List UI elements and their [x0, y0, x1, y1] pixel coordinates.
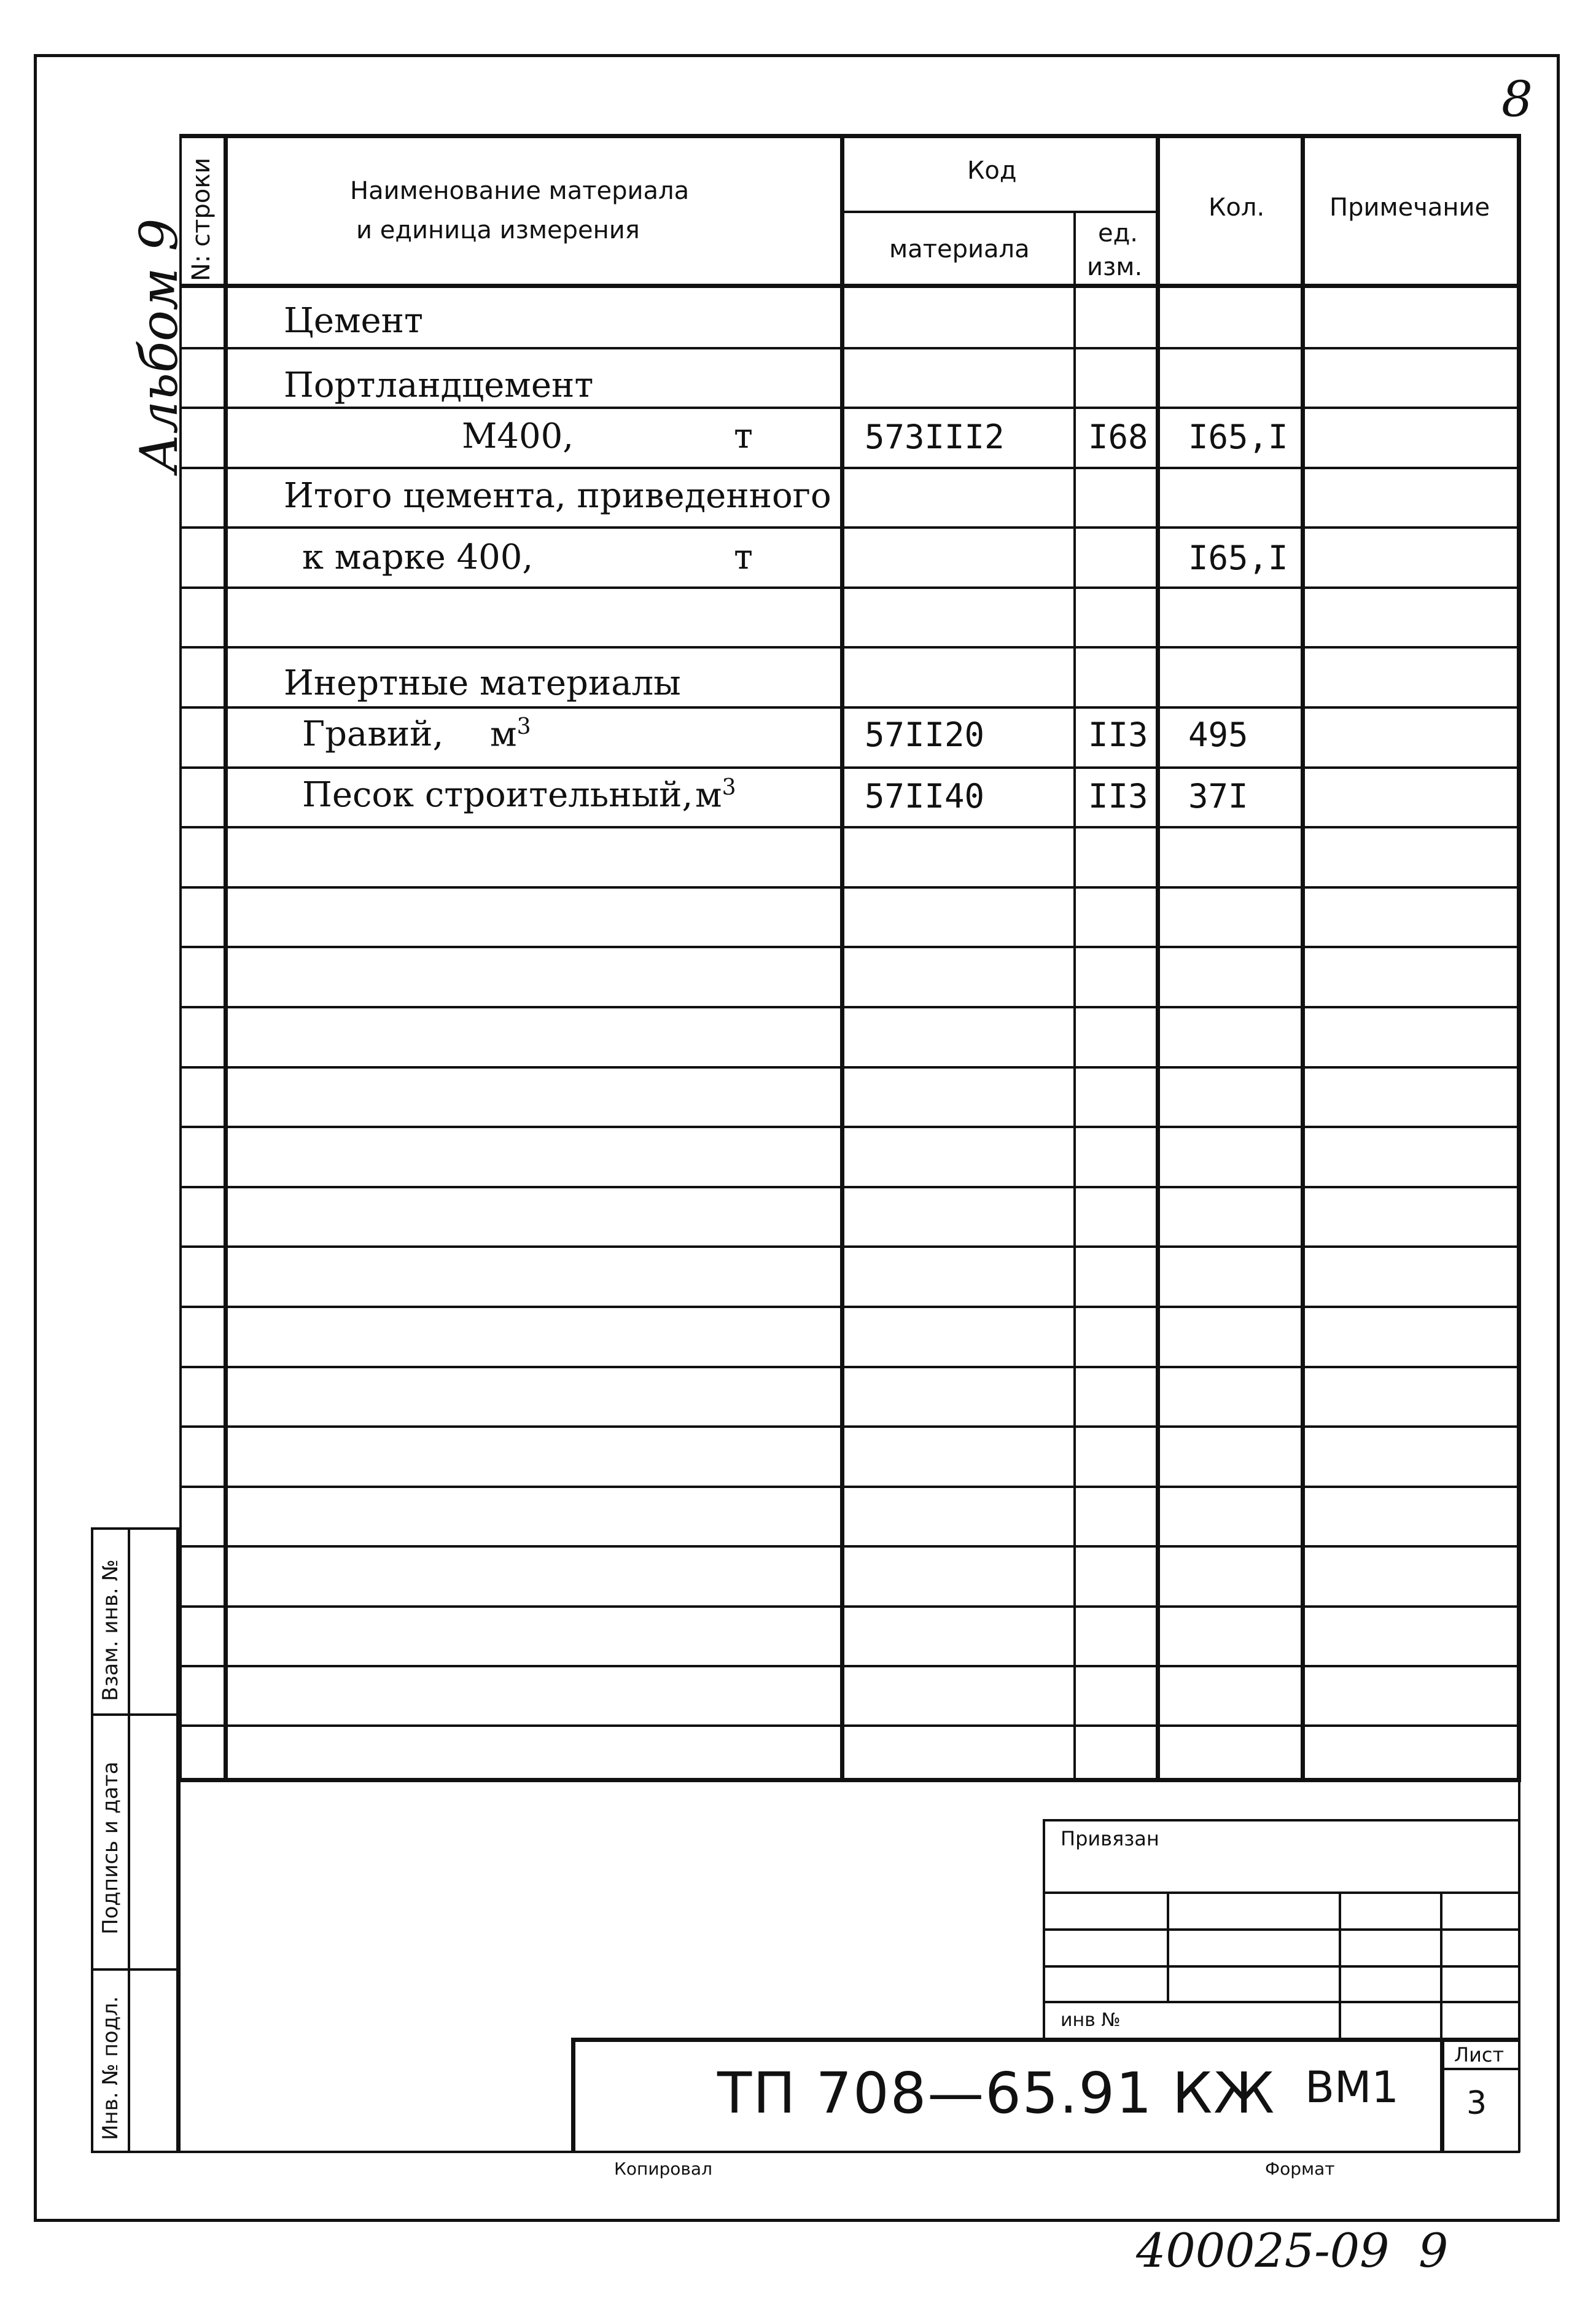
row-9-qty: 37I	[1188, 777, 1248, 816]
table-bottom-edge	[179, 1778, 1521, 1782]
row-4-name: Итого цемента, приведенного	[284, 476, 831, 516]
side-stamp-outer	[91, 1527, 93, 2153]
row-8-unit: II3	[1088, 715, 1148, 754]
bottom-handwritten-suffix: 9	[1419, 2223, 1449, 2278]
row-3-name: М400,	[462, 416, 574, 456]
side-stamp-bottom	[91, 2151, 178, 2153]
privyazan-line	[1043, 1965, 1519, 1968]
side-stamp-inner	[176, 1527, 181, 2153]
side-stamp-split	[91, 1713, 178, 1716]
code-header-split	[840, 211, 1158, 213]
format-label: Формат	[1265, 2159, 1335, 2179]
row-1-name: Цемент	[284, 301, 423, 341]
qty-header: Кол.	[1209, 193, 1265, 222]
table-top-edge	[179, 134, 1521, 138]
designation-left	[571, 2038, 575, 2153]
row-9-unit: II3	[1088, 777, 1148, 816]
row-line	[179, 1665, 1518, 1667]
row-8-name-unit	[490, 714, 531, 755]
sheet-number-corner: 8	[1501, 71, 1533, 128]
designation-right	[1440, 2038, 1444, 2153]
row-line	[179, 467, 1518, 469]
list-label: Лист	[1454, 2043, 1505, 2067]
page-frame	[34, 54, 1560, 2222]
code-header: Код	[967, 157, 1017, 185]
row-line	[179, 1126, 1518, 1128]
row-line	[179, 946, 1518, 948]
table-col-divider-1	[224, 134, 228, 1780]
row-3-qty: I65,I	[1188, 418, 1288, 456]
kopiroval-label: Копировал	[614, 2159, 712, 2179]
row-line	[179, 1486, 1518, 1488]
row-line	[179, 1245, 1518, 1248]
vzam-inv-label: Взам. инв. №	[98, 1559, 123, 1701]
row-line	[179, 1425, 1518, 1428]
row-5-qty: I65,I	[1188, 539, 1288, 577]
row-line	[179, 526, 1518, 529]
row-line	[179, 1545, 1518, 1548]
document-code: ТП 708—65.91 КЖ	[717, 2060, 1276, 2126]
row-line	[179, 347, 1518, 349]
row-line	[179, 586, 1518, 589]
privyazan-label: Привязан	[1061, 1827, 1159, 1850]
row-3-code: 573III2	[865, 418, 1005, 456]
name-header-line1: Наименование материала	[350, 177, 690, 205]
table-right-edge	[1517, 134, 1521, 1780]
table-col-divider-2	[840, 134, 844, 1780]
row-line	[179, 407, 1518, 409]
row-line	[179, 1366, 1518, 1368]
privyazan-col	[1339, 1891, 1341, 2040]
row-8-unit-superscript: 3	[516, 714, 531, 739]
note-header: Примечание	[1329, 193, 1490, 222]
row-number-header: N: строки	[187, 157, 216, 281]
row-3-unit: I68	[1088, 418, 1148, 456]
row-9-unit-superscript: 3	[722, 775, 736, 800]
table-col-divider-4	[1156, 134, 1160, 1780]
row-line	[179, 646, 1518, 649]
inv-podl-label: Инв. № подл.	[98, 1996, 123, 2140]
row-9-name: Песок строительный,	[302, 775, 693, 815]
row-5-name: к марке 400,	[302, 537, 534, 577]
code-material-header: материала	[889, 235, 1030, 263]
row-9-unit-base: м	[695, 775, 722, 816]
row-8-qty: 495	[1188, 715, 1248, 754]
row-9-name-unit	[695, 775, 736, 816]
row-line	[179, 886, 1518, 889]
list-value: 3	[1466, 2085, 1487, 2122]
row-line	[179, 766, 1518, 769]
row-line	[179, 1006, 1518, 1008]
code-unit-header-1: ед.	[1098, 219, 1138, 247]
document-code-suffix: ВМ1	[1305, 2062, 1399, 2113]
row-line	[179, 826, 1518, 828]
row-5-name-unit: т	[734, 537, 753, 577]
privyazan-line	[1043, 2001, 1519, 2003]
row-7-name: Инертные материалы	[284, 663, 681, 703]
privyazan-line	[1043, 1928, 1519, 1931]
row-9-code: 57II40	[865, 777, 985, 816]
inv-no-label: инв №	[1061, 2009, 1121, 2031]
designation-top	[571, 2038, 1520, 2042]
row-8-unit-base: м	[490, 714, 517, 755]
album-label: Альбом 9	[129, 218, 189, 473]
privyazan-col	[1440, 1891, 1442, 2040]
row-line	[179, 1066, 1518, 1069]
side-stamp-split	[91, 1968, 178, 1971]
side-stamp-divider	[128, 1527, 130, 2153]
row-line	[179, 1306, 1518, 1308]
row-2-name: Портландцемент	[284, 365, 594, 405]
privyazan-col	[1167, 1891, 1169, 2002]
row-line	[179, 1186, 1518, 1188]
privyazan-line	[1043, 1891, 1519, 1894]
title-block-bottom	[176, 2151, 1520, 2153]
table-col-divider-5	[1301, 134, 1305, 1780]
header-bottom-edge	[179, 284, 1521, 288]
row-8-name: Гравий,	[302, 714, 444, 754]
row-line	[179, 706, 1518, 709]
row-8-code: 57II20	[865, 715, 985, 754]
row-3-name-unit: т	[734, 416, 753, 456]
side-stamp-top	[91, 1527, 178, 1530]
privyazan-top	[1043, 1819, 1519, 1821]
bottom-handwritten-number: 400025-09	[1136, 2223, 1390, 2278]
row-line	[179, 1605, 1518, 1608]
podpis-data-label: Подпись и дата	[98, 1761, 123, 1934]
name-header-line2: и единица измерения	[356, 216, 640, 244]
row-line	[179, 1724, 1518, 1727]
code-unit-header-2: изм.	[1087, 253, 1143, 281]
list-split	[1440, 2068, 1520, 2070]
